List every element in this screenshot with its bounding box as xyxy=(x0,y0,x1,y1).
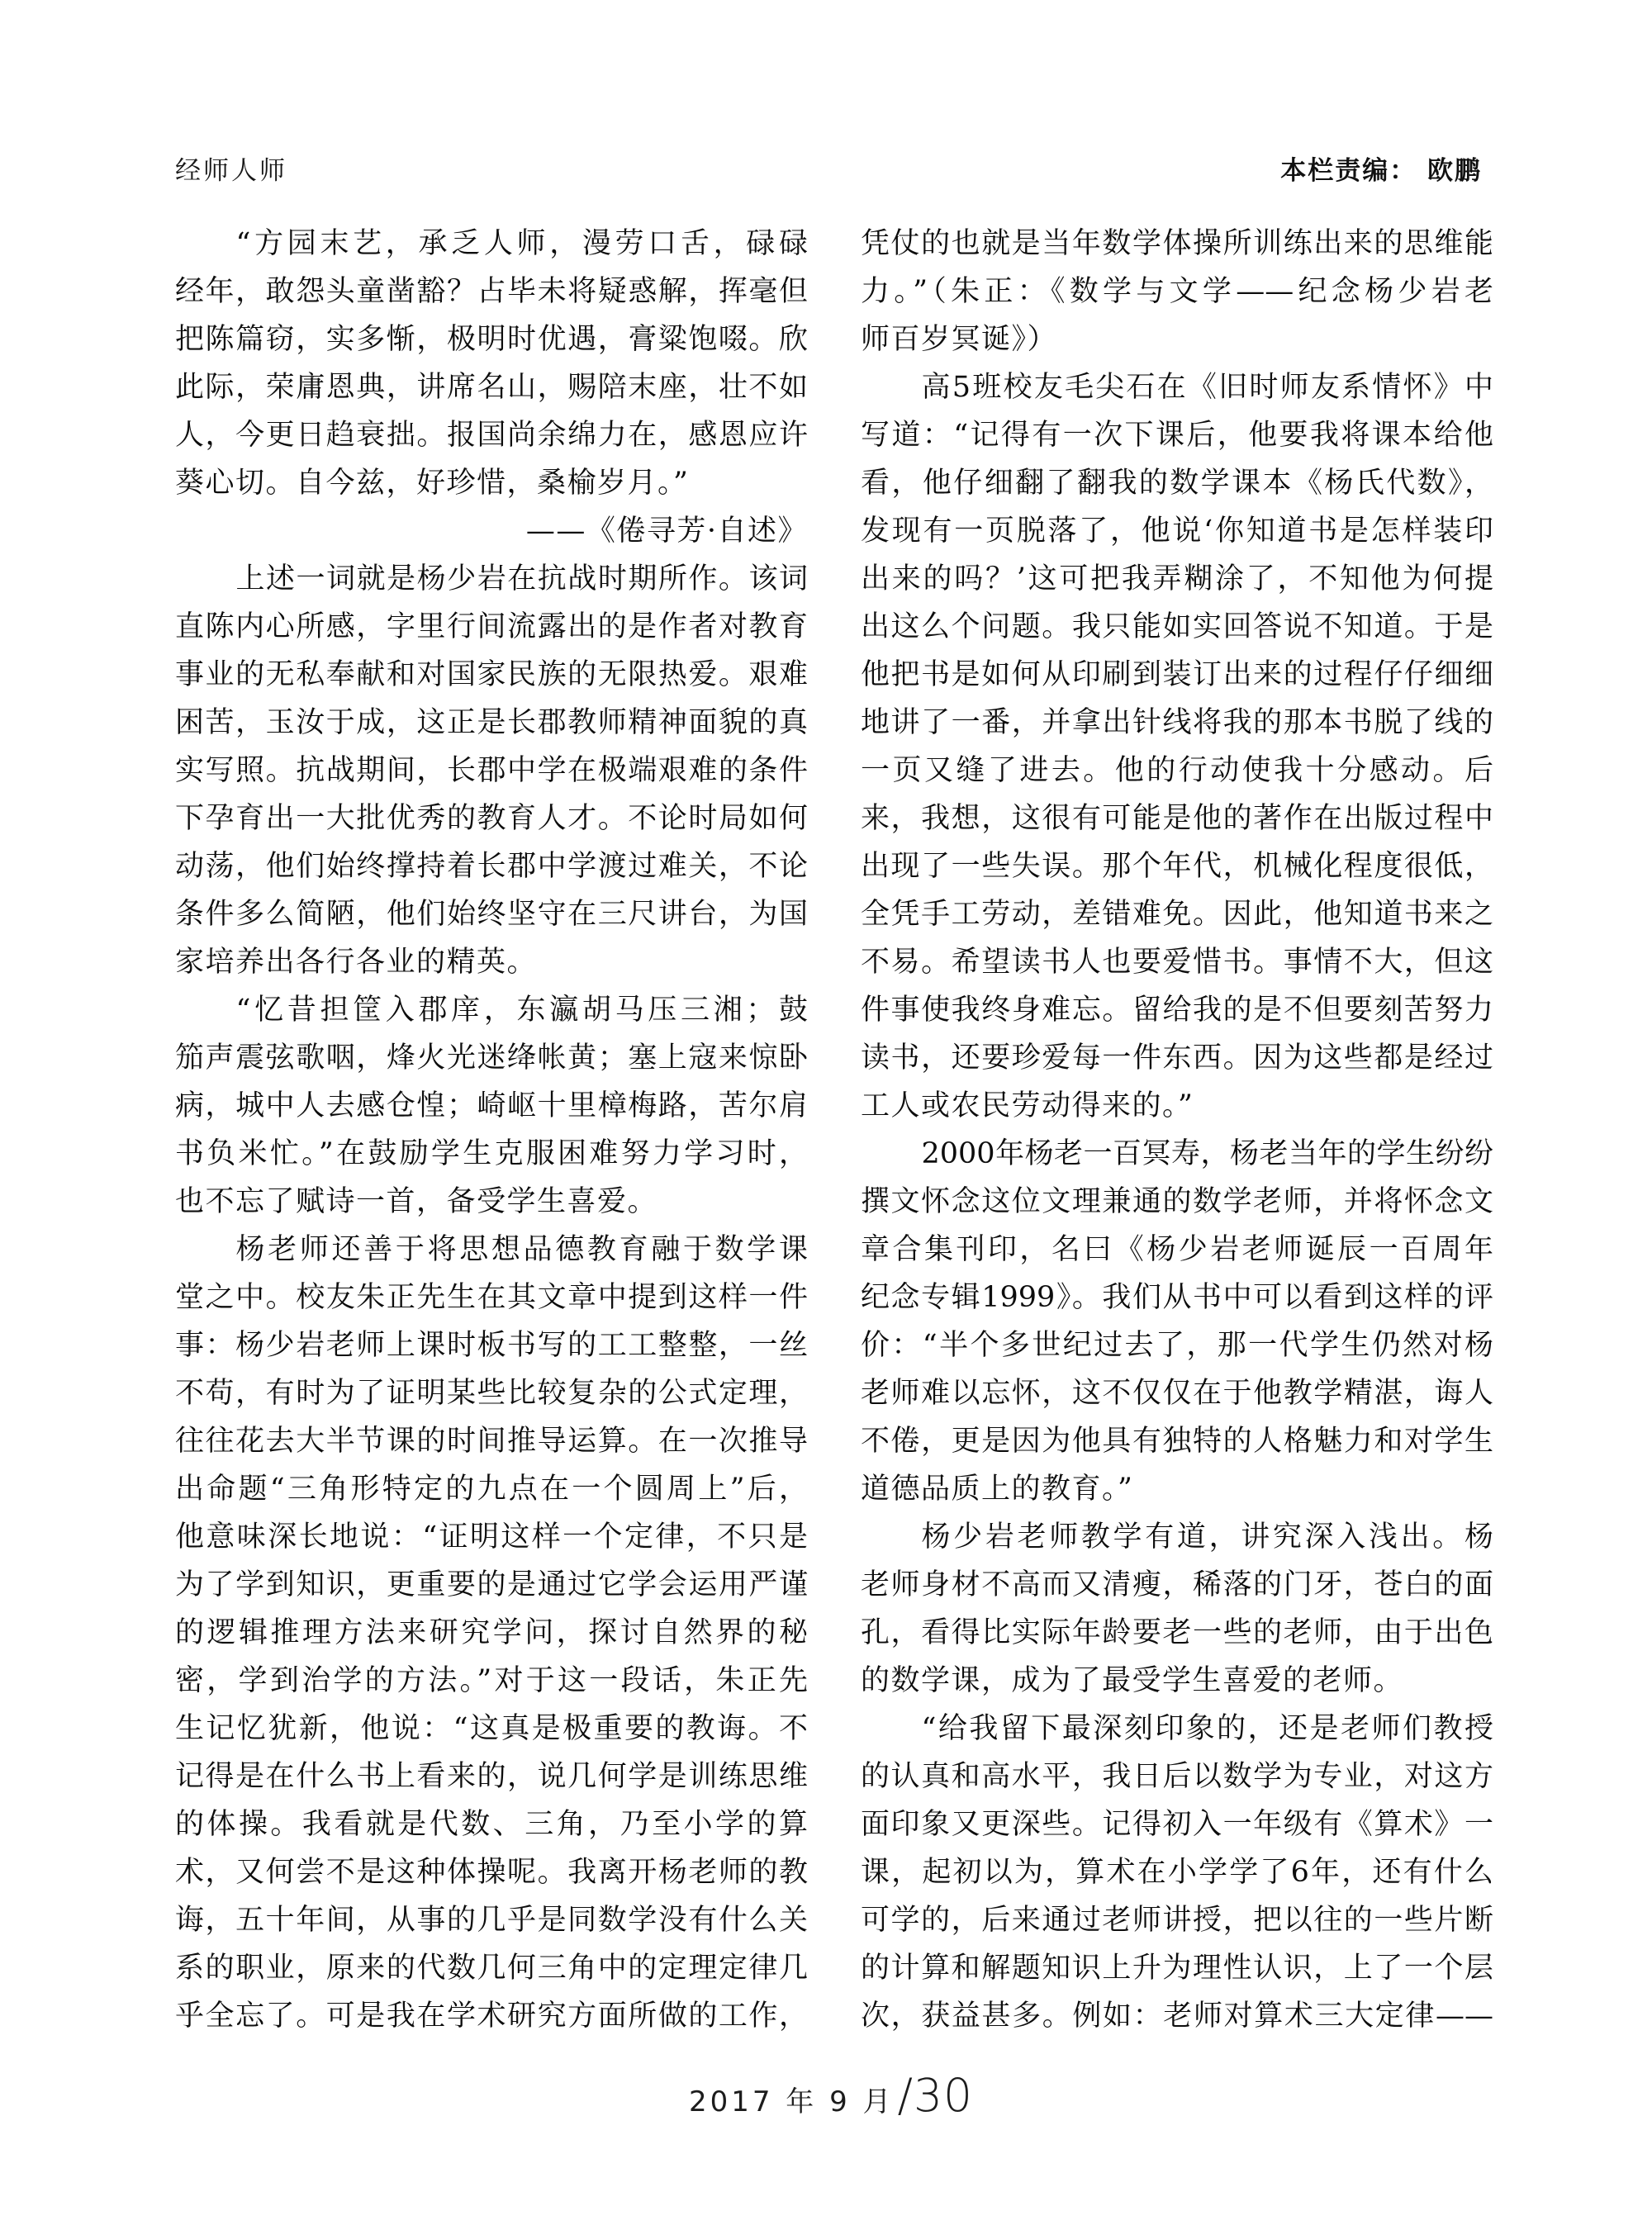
text-line: 也不忘了赋诗一首，备受学生喜爱。 xyxy=(175,1185,658,1218)
text-line: 一页又缝了进去。他的行动使我十分感动。后 xyxy=(861,754,1493,787)
page-footer xyxy=(175,2069,1487,2122)
text-line: 经年，敢怨头童凿豁？占毕未将疑惑解，挥毫但 xyxy=(175,275,808,308)
text-line: 术，又何尝不是这种体操呢。我离开杨老师的教 xyxy=(175,1856,808,1889)
text-line: 出现了一些失误。那个年代，机械化程度很低， xyxy=(861,850,1493,883)
text-line: 密，学到治学的方法。”对于这一段话，朱正先 xyxy=(175,1664,808,1697)
text-line: 高5班校友毛尖石在《旧时师友系情怀》中 xyxy=(921,371,1493,404)
text-line: “忆昔担筐入郡庠，东瀛胡马压三湘；鼓 xyxy=(235,994,808,1027)
text-line: 条件多么简陋，他们始终坚守在三尺讲台，为国 xyxy=(175,898,808,931)
text-line: 全凭手工劳动，差错难免。因此，他知道书来之 xyxy=(861,898,1493,931)
text-line: 面印象又更深些。记得初入一年级有《算术》一 xyxy=(861,1808,1493,1841)
text-line: 章合集刊印，名曰《杨少岩老师诞辰一百周年 xyxy=(861,1233,1493,1266)
text-line: 他意味深长地说：“证明这样一个定律，不只是 xyxy=(175,1520,808,1554)
text-line: 出这么个问题。我只能如实回答说不知道。于是 xyxy=(861,610,1493,643)
text-line: 书负米忙。”在鼓励学生克服困难努力学习时， xyxy=(175,1137,808,1170)
text-line: 实写照。抗战期间，长郡中学在极端艰难的条件 xyxy=(175,754,808,787)
text-line: 价：“半个多世纪过去了，那一代学生仍然对杨 xyxy=(861,1329,1493,1362)
text-line: 杨老师还善于将思想品德教育融于数学课 xyxy=(235,1233,808,1266)
text-line: 困苦，玉汝于成，这正是长郡教师精神面貌的真 xyxy=(175,706,808,739)
text-line: 纪念专辑1999》。我们从书中可以看到这样的评 xyxy=(861,1281,1493,1314)
text-line: 发现有一页脱落了，他说‘你知道书是怎样装印 xyxy=(861,515,1493,548)
text-line: 家培养出各行各业的精英。 xyxy=(175,946,538,979)
text-line: 不苟，有时为了证明某些比较复杂的公式定理， xyxy=(175,1377,808,1410)
text-line: 的数学课，成为了最受学生喜爱的老师。 xyxy=(861,1664,1404,1697)
text-line: 老师难以忘怀，这不仅仅在于他教学精湛，诲人 xyxy=(861,1377,1493,1410)
text-line: 次，获益甚多。例如：老师对算术三大定律—— xyxy=(861,2000,1493,2033)
text-line: 乎全忘了。可是我在学术研究方面所做的工作， xyxy=(175,2000,808,2033)
text-line: 往往花去大半节课的时间推导运算。在一次推导 xyxy=(175,1425,808,1458)
text-line: 的计算和解题知识上升为理性认识，上了一个层 xyxy=(861,1952,1493,1985)
text-line: 力。”（朱正：《数学与文学——纪念杨少岩老 xyxy=(861,275,1493,308)
text-line: 人，今更日趋衰拙。报国尚余绵力在，感恩应许 xyxy=(175,419,808,452)
text-line: 病，城中人去感仓惶；崎岖十里樟梅路，苦尔肩 xyxy=(175,1089,808,1122)
text-line: 系的职业，原来的代数几何三角中的定理定律几 xyxy=(175,1952,808,1985)
text-line: 葵心切。自今兹，好珍惜，桑榆岁月。” xyxy=(175,467,690,500)
text-line: 师百岁冥诞》） xyxy=(861,323,1058,356)
text-line: 直陈内心所感，字里行间流露出的是作者对教育 xyxy=(175,610,808,643)
text-line: 事：杨少岩老师上课时板书写的工工整整，一丝 xyxy=(175,1329,808,1362)
text-line: “给我留下最深刻印象的，还是老师们教授 xyxy=(921,1712,1493,1745)
text-line: 凭仗的也就是当年数学体操所训练出来的思维能 xyxy=(861,227,1493,260)
text-line: 道德品质上的教育。” xyxy=(861,1473,1134,1506)
text-line: 看，他仔细翻了翻我的数学课本《杨氏代数》， xyxy=(861,467,1493,500)
text-line: 的逻辑推理方法来研究学问，探讨自然界的秘 xyxy=(175,1616,808,1649)
text-line: 读书，还要珍爱每一件东西。因为这些都是经过 xyxy=(861,1041,1493,1075)
text-line: 事业的无私奉献和对国家民族的无限热爱。艰难 xyxy=(175,658,808,691)
text-line: 地讲了一番，并拿出针线将我的那本书脱了线的 xyxy=(861,706,1493,739)
text-line: 的体操。我看就是代数、三角，乃至小学的算 xyxy=(175,1808,808,1841)
text-line: 杨少岩老师教学有道，讲究深入浅出。杨 xyxy=(921,1520,1493,1554)
right-text-column xyxy=(861,220,1493,2040)
text-line: 他把书是如何从印刷到装订出来的过程仔仔细细 xyxy=(861,658,1493,691)
text-line: 动荡，他们始终撑持着长郡中学渡过难关，不论 xyxy=(175,850,808,883)
text-line: 出来的吗？’这可把我弄糊涂了，不知他为何提 xyxy=(861,562,1493,595)
text-line: 老师身材不高而又清瘦，稀落的门牙，苍白的面 xyxy=(861,1568,1493,1601)
page-number: /30 xyxy=(897,2069,974,2122)
text-line: “方园末艺，承乏人师，漫劳口舌，碌碌 xyxy=(235,227,808,260)
text-line: 堂之中。校友朱正先生在其文章中提到这样一件 xyxy=(175,1281,808,1314)
text-line: 此际，荣庸恩典，讲席名山，赐陪末座，壮不如 xyxy=(175,371,808,404)
text-line: 的认真和高水平，我日后以数学为专业，对这方 xyxy=(861,1760,1493,1793)
text-line: 下孕育出一大批优秀的教育人才。不论时局如何 xyxy=(175,802,808,835)
left-text-column xyxy=(175,220,808,2040)
issue-date: 2017 年 9 月 xyxy=(688,2085,895,2118)
text-line: 不易。希望读书人也要爱惜书。事情不大，但这 xyxy=(861,946,1493,979)
text-line: 课，起初以为，算术在小学学了6年，还有什么 xyxy=(861,1856,1493,1889)
text-line: 笳声震弦歌咽，烽火光迷绛帐黄；塞上寇来惊卧 xyxy=(175,1041,808,1075)
section-title: 经师人师 xyxy=(175,156,287,186)
text-line: 撰文怀念这位文理兼通的数学老师，并将怀念文 xyxy=(861,1185,1493,1218)
text-line: 可学的，后来通过老师讲授，把以往的一些片断 xyxy=(861,1904,1493,1937)
text-line: 孔，看得比实际年龄要老一些的老师，由于出色 xyxy=(861,1616,1493,1649)
text-line: 记得是在什么书上看来的，说几何学是训练思维 xyxy=(175,1760,808,1793)
text-line: 诲，五十年间，从事的几乎是同数学没有什么关 xyxy=(175,1904,808,1937)
text-line: 把陈篇窃，实多惭，极明时优遇，膏粱饱啜。欣 xyxy=(175,323,808,356)
text-line: 2000年杨老一百冥寿，杨老当年的学生纷纷 xyxy=(921,1137,1493,1170)
text-line: 来，我想，这很有可能是他的著作在出版过程中 xyxy=(861,802,1493,835)
text-line: 不倦，更是因为他具有独特的人格魅力和对学生 xyxy=(861,1425,1493,1458)
text-line: ——《倦寻芳·自述》 xyxy=(525,515,808,548)
text-line: 写道：“记得有一次下课后，他要我将课本给他 xyxy=(861,419,1493,452)
text-line: 件事使我终身难忘。留给我的是不但要刻苦努力 xyxy=(861,994,1493,1027)
column-editor-credit: 本栏责编： 欧鹏 xyxy=(1280,156,1482,186)
text-line: 上述一词就是杨少岩在抗战时期所作。该词 xyxy=(235,562,808,595)
text-line: 出命题“三角形特定的九点在一个圆周上”后， xyxy=(175,1473,808,1506)
text-line: 生记忆犹新，他说：“这真是极重要的教诲。不 xyxy=(175,1712,808,1745)
text-line: 为了学到知识，更重要的是通过它学会运用严谨 xyxy=(175,1568,808,1601)
text-line: 工人或农民劳动得来的。” xyxy=(861,1089,1194,1122)
